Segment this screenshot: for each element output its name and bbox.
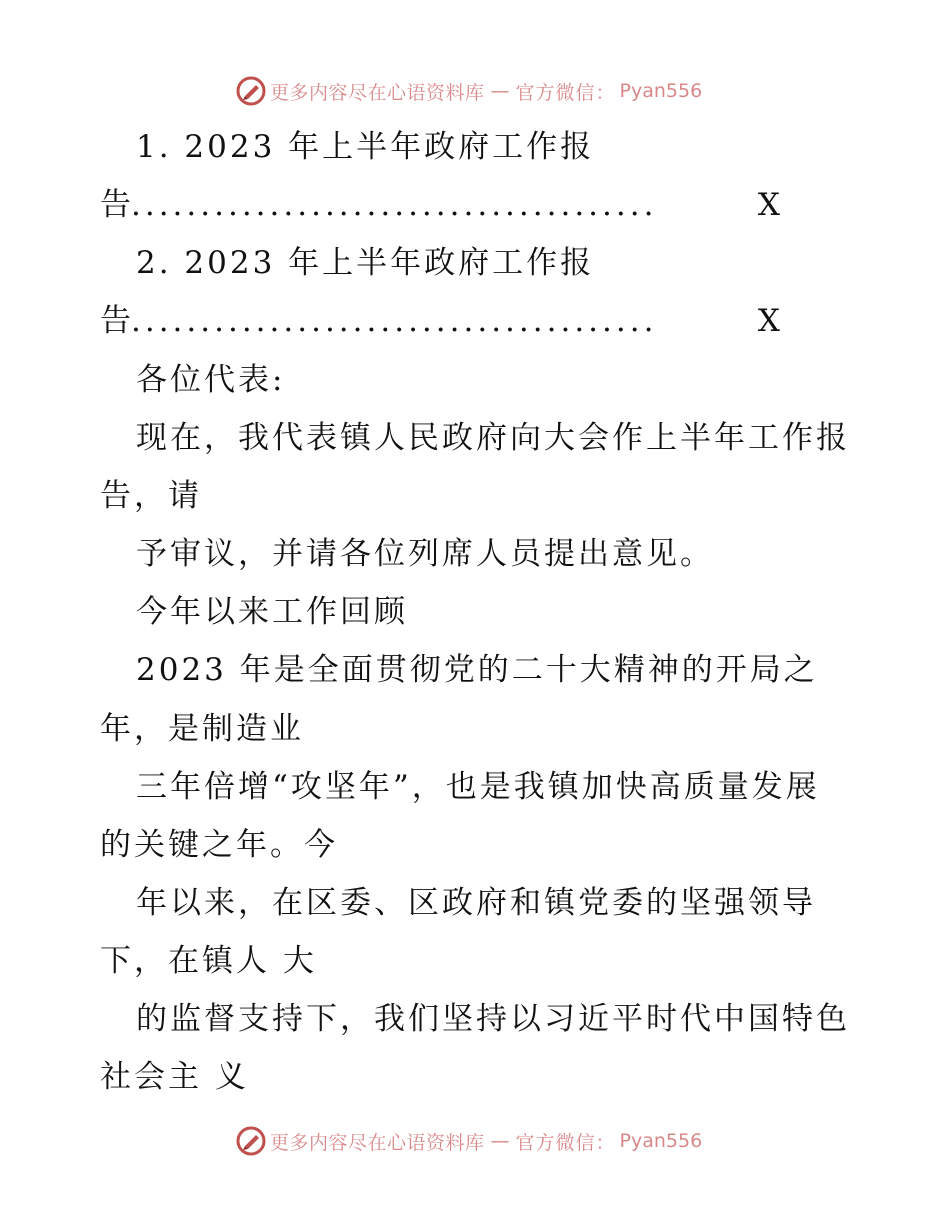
toc-entry-2-page: X: [757, 303, 780, 339]
watermark-separator: —: [490, 80, 510, 102]
toc-entry-1-leader: [100, 185, 780, 225]
watermark-label: 官方微信：: [515, 81, 616, 104]
toc-entry-2-leader: [100, 301, 780, 341]
body-line: 今年以来工作回顾: [136, 594, 408, 630]
body-line: 告，请: [100, 478, 202, 514]
watermark-id: Pyan556: [619, 1130, 703, 1152]
toc-entry-1-title: 1. 2023 年上半年政府工作报: [136, 129, 595, 165]
header-watermark: [236, 74, 702, 108]
body-line: 2023 年是全面贯彻党的二十大精神的开局之: [136, 652, 818, 688]
watermark-text: 更多内容尽在心语资料库: [270, 81, 485, 104]
toc-entry-2-tail: 告: [100, 303, 131, 339]
pen-logo-icon: [236, 1126, 266, 1156]
watermark-separator: —: [490, 1130, 510, 1152]
toc-entry-2-title: 2. 2023 年上半年政府工作报: [136, 245, 595, 281]
body-line: 予审议，并请各位列席人员提出意见。: [136, 536, 714, 572]
body-line: 社会主 义: [100, 1059, 249, 1095]
salutation: 各位代表:: [136, 362, 286, 398]
footer-watermark: [236, 1124, 702, 1158]
toc-entry-1-dots: ......................................: [131, 187, 658, 223]
body-line: 年以来，在区委、区政府和镇党委的坚强领导: [136, 885, 816, 921]
body-line: 的关键之年。今: [100, 827, 338, 863]
body-line: 年，是制造业: [100, 711, 304, 747]
toc-entry-2-dots: ......................................: [131, 303, 658, 339]
body-line: 的监督支持下，我们坚持以习近平时代中国特色: [136, 1001, 850, 1037]
watermark-id: Pyan556: [619, 80, 703, 102]
body-line: 三年倍增“攻坚年”，也是我镇加快高质量发展: [136, 769, 820, 805]
pen-logo-icon: [236, 76, 266, 106]
watermark-text: 更多内容尽在心语资料库: [270, 1131, 485, 1154]
body-line: 下，在镇人 大: [100, 943, 317, 979]
toc-entry-1-tail: 告: [100, 187, 131, 223]
body-line: 现在，我代表镇人民政府向大会作上半年工作报: [136, 420, 850, 456]
toc-entry-1-page: X: [757, 187, 780, 223]
watermark-label: 官方微信：: [515, 1131, 616, 1154]
